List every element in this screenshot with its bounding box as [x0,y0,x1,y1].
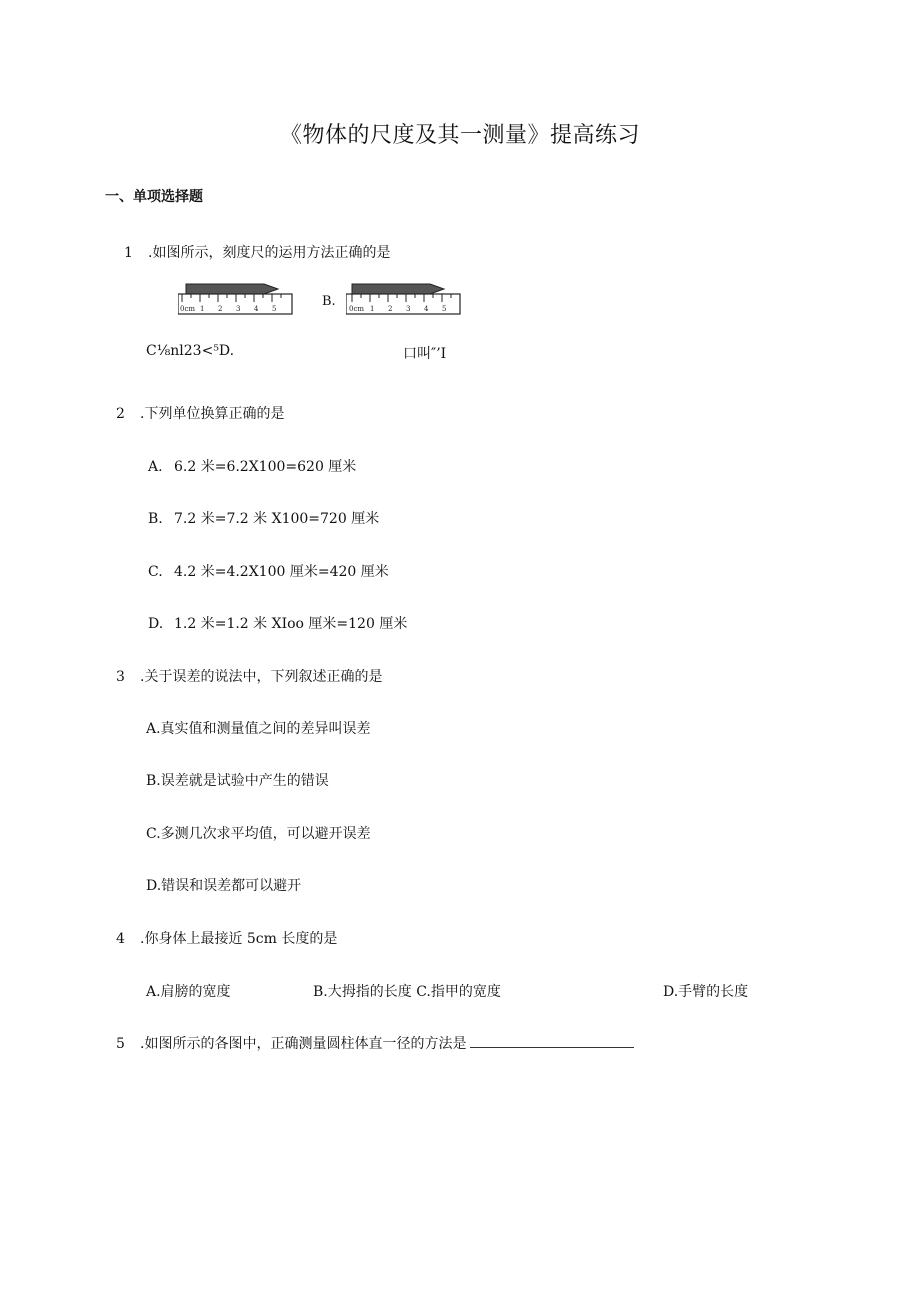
ruler-tick-label: 2 [388,305,393,313]
ruler-tick-label: 5 [272,305,277,313]
question-1 [124,242,390,262]
option-d: D. 1.2 米=1.2 米 XIoo 厘米=120 厘米 [148,616,408,632]
question-number: 3 [116,669,125,685]
figure-d-garbled-text: 口叫″’I [403,346,447,362]
option-b: B.误差就是试验中产生的错误 [146,773,329,789]
option-a: A.真实值和测量值之间的差异叫误差 [146,721,371,737]
option-b: B. 7.2 米=7.2 米 X100=720 厘米 [148,511,380,527]
question-number: 4 [116,931,125,947]
question-5 [116,1033,634,1053]
answer-blank[interactable] [470,1035,634,1048]
option-c: C.多测几次求平均值，可以避开误差 [146,826,371,842]
option-d: D.手臂的长度 [663,984,749,1000]
question-2 [116,403,284,423]
question-text: .关于误差的说法中，下列叙述正确的是 [140,669,383,685]
option-b-label: B. [322,294,336,309]
question-number: 1 [124,245,133,261]
option-d: D.错误和误差都可以避开 [146,878,302,894]
ruler-tick-label: 2 [218,305,223,313]
ruler-figure-a [178,280,294,316]
ruler-tick-label: 5 [442,305,447,313]
option-a: A. 6.2 米=6.2X100=620 厘米 [148,459,357,475]
ruler-tick-label: 3 [406,305,411,313]
question-number: 5 [116,1036,125,1052]
question-text: .下列单位换算正确的是 [140,406,285,422]
ruler-tick-label: 3 [236,305,241,313]
question-text: .如图所示的各图中，正确测量圆柱体直一径的方法是 [140,1036,467,1052]
figure-c-garbled-text: C⅛nl23<⁵D. [146,343,235,359]
question-text: .如图所示，刻度尺的运用方法正确的是 [148,245,391,261]
option-b-c: B.大拇指的长度 C.指甲的宽度 [313,984,501,1000]
ruler-tick-label: 4 [424,305,429,313]
ruler-tick-label: 1 [200,305,205,313]
option-a: A.肩膀的宽度 [146,984,231,1000]
ruler-tick-label: 1 [370,305,375,313]
question-3 [116,666,382,686]
page-title: 《物体的尺度及其一测量》提高练习 [279,123,640,148]
ruler-figure-b [346,280,462,316]
ruler-tick-label: 0cm [180,305,196,313]
question-text: .你身体上最接近 5cm 长度的是 [140,931,338,947]
question-4 [116,928,337,948]
section-heading: 一、单项选择题 [105,189,203,205]
ruler-tick-label: 4 [254,305,259,313]
question-number: 2 [116,406,125,422]
ruler-tick-label: 0cm [349,305,365,313]
option-c: C. 4.2 米=4.2X100 厘米=420 厘米 [148,564,389,580]
